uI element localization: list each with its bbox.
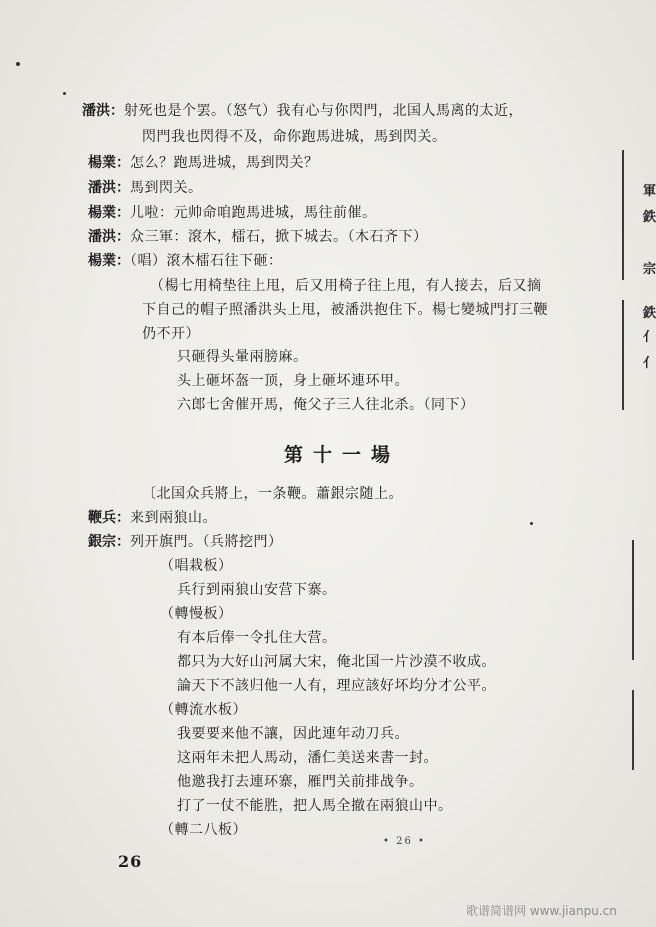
line-text: 打了一仗不能胜，把人馬全撤在兩狼山中。 <box>177 798 453 814</box>
speaker-label: 鞭兵： <box>88 510 130 526</box>
line-text: 只砸得头暈兩膀麻。 <box>177 349 308 365</box>
line-text: （轉慢板） <box>160 606 233 622</box>
sung-line <box>177 748 438 768</box>
line-text: （楊七用椅垫往上甩，后又用椅子往上甩，有人接去，后又摘 <box>150 278 542 294</box>
stage-direction <box>142 300 548 320</box>
line-text: 兵行到兩狼山安营下寨。 <box>177 582 337 598</box>
scan-mark <box>632 690 634 770</box>
line-text: （唱栽板） <box>160 558 233 574</box>
text-line <box>88 178 203 198</box>
sung-line <box>177 676 496 696</box>
aria-direction <box>160 604 233 624</box>
speaker-label: 銀宗： <box>88 534 130 550</box>
scan-speck <box>16 62 20 66</box>
edge-char: 鉄 <box>642 210 656 225</box>
line-text: 仍不开） <box>142 326 200 342</box>
line-text: （唱）滾木檑石往下砸： <box>130 253 283 269</box>
stage-direction <box>142 324 200 344</box>
speaker-label: 楊業： <box>88 205 130 221</box>
stage-direction <box>142 484 403 504</box>
line-text: 都只为大好山河属大宋，俺北国一片沙漠不收成。 <box>177 654 496 670</box>
line-text: 他邀我打去連环寨，雁門关前排战争。 <box>177 774 424 790</box>
edge-char: 鉄 <box>642 306 656 321</box>
line-text: 六郎七舍催开馬，俺父子三人往北杀。（同下） <box>177 397 475 413</box>
text-line <box>88 251 283 271</box>
sung-line <box>177 796 453 816</box>
line-text: 列开旗門。（兵將挖門） <box>130 534 283 550</box>
sung-line <box>177 395 475 415</box>
text-line <box>88 532 283 552</box>
speaker-label: 楊業： <box>88 155 130 171</box>
line-text: 論天下不該归他一人有，理应該好坏均分才公平。 <box>177 678 496 694</box>
scene-heading: 第十一場 <box>284 444 401 466</box>
edge-bleed-strip <box>638 180 656 420</box>
sung-line <box>177 772 424 792</box>
line-text: 馬到閃关。 <box>130 180 203 196</box>
sung-line <box>177 371 409 391</box>
line-text: 閃門我也閃得不及，命你跑馬进城，馬到閃关。 <box>142 129 447 145</box>
speaker-label: 潘洪： <box>82 103 124 119</box>
text-line <box>88 227 428 247</box>
line-text: 来到兩狼山。 <box>130 510 217 526</box>
page-number: 26 <box>118 852 143 871</box>
speaker-label: 楊業： <box>88 253 130 269</box>
speaker-label: 潘洪： <box>88 180 130 196</box>
line-text: （轉流水板） <box>160 702 247 718</box>
line-text: 儿啦：元帅命咱跑馬进城，馬往前催。 <box>130 205 377 221</box>
scan-mark <box>622 300 624 410</box>
text-line <box>142 127 447 147</box>
line-text: 下自己的帽子照潘洪头上甩，被潘洪抱住下。楊七變城門打三鞭 <box>142 302 548 318</box>
scan-speck <box>63 92 66 95</box>
sung-line <box>177 580 337 600</box>
edge-char: 宗 <box>642 262 656 277</box>
text-line <box>82 101 523 121</box>
line-text: 射死也是个罢。（怒气）我有心与你閃門，北国人馬离的太近， <box>124 103 523 119</box>
sung-line <box>177 628 337 648</box>
stage-direction <box>150 276 542 296</box>
edge-char: 軍 <box>642 184 656 199</box>
scan-mark <box>632 540 634 660</box>
text-line <box>88 508 217 528</box>
line-text: 众三軍：滾木，檑石，掀下城去。（木石齐下） <box>130 229 428 245</box>
aria-direction <box>160 700 247 720</box>
sung-line <box>177 724 409 744</box>
line-text: 有本后俸一令扎住大营。 <box>177 630 337 646</box>
line-text: 这兩年未把人馬动，潘仁美送来書一封。 <box>177 750 438 766</box>
footer-page-mark: • 26 • <box>383 836 426 847</box>
line-text: 我要要来他不讓，因此連年动刀兵。 <box>177 726 409 742</box>
aria-direction <box>160 820 247 840</box>
line-text: 〔北国众兵將上，一条鞭。蕭銀宗随上。 <box>142 486 403 502</box>
sung-line <box>177 652 496 672</box>
line-text: 怎么？跑馬进城，馬到閃关？ <box>130 155 319 171</box>
edge-char: 亻 <box>642 356 656 371</box>
text-line <box>88 153 319 173</box>
text-line <box>88 203 377 223</box>
line-text: 头上砸坏盔一顶，身上砸坏連环甲。 <box>177 373 409 389</box>
scan-mark <box>622 150 624 280</box>
speaker-label: 潘洪： <box>88 229 130 245</box>
site-watermark: 歌谱简谱网 www.jianpu.cn <box>466 904 617 918</box>
scan-speck <box>530 522 533 525</box>
line-text: （轉二八板） <box>160 822 247 838</box>
edge-char: 亻 <box>642 330 656 345</box>
sung-line <box>177 347 308 367</box>
aria-direction <box>160 556 233 576</box>
